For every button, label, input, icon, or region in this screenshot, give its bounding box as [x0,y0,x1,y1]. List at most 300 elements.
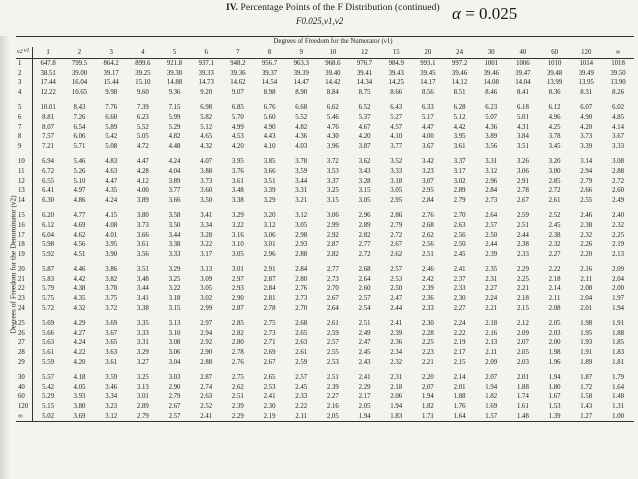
table-cell: 2.44 [390,304,403,312]
table-cell: 1.85 [612,339,624,347]
table-cell: 39.49 [578,69,594,77]
alpha-symbol: α [452,4,461,23]
table-cell: 5.37 [358,113,371,121]
table-cell: 2.79 [127,412,159,422]
table-cell: 2.65 [295,329,308,337]
table-cell: 13.99 [546,79,563,87]
table-cell: 3.28 [200,231,213,239]
table-cell: 2.27 [453,304,466,312]
table-cell: 8.43 [73,104,86,112]
table-cell: 2.89 [136,403,149,410]
table-cell: 2.93 [231,285,244,293]
table-cell: 2.18 [548,275,561,283]
table-cell: 2.91 [263,266,276,274]
table-cell: 4.96 [548,113,561,121]
table-cell: 2.00 [612,285,624,293]
table-cell: 2.84 [295,266,308,274]
table-cell: 2.94 [200,329,213,337]
table-cell: 6.52 [358,104,371,112]
table-cell: 5.15 [42,403,55,410]
table-cell: 2.76 [295,285,308,293]
table-cell: 39.33 [198,69,214,77]
table-cell: 6.98 [200,104,213,112]
table-row [16,329,634,339]
table-cell: 2.61 [548,196,561,204]
table-cell: 6.23 [136,113,149,121]
table-cell: 2.65 [263,374,276,382]
table-cell: 1.83 [380,412,412,422]
column-header: 7 [222,47,254,59]
table-cell: 3.25 [136,374,149,382]
table-cell: 948.2 [230,60,246,67]
table-cell: 8.51 [453,88,466,96]
table-cell: 2.63 [200,393,213,401]
table-row [16,78,634,88]
table-cell: 2.50 [453,241,466,249]
table-cell: 2.75 [263,320,276,328]
table-cell: 2.96 [358,212,371,220]
table-cell: 3.44 [168,231,181,239]
table-cell: 3.48 [231,187,244,195]
table-cell: 2.29 [222,412,254,422]
table-cell: 4.10 [390,133,403,141]
table-cell: 2.89 [358,221,371,229]
table-cell: 2.70 [453,212,466,220]
table-cell: 2.41 [358,374,371,382]
table-cell: 3.73 [580,133,593,141]
table-cell: 7.21 [42,142,55,150]
table-cell: 3.61 [453,142,466,150]
table-cell: 15.10 [135,79,151,87]
table-cell: 2.09 [485,358,498,366]
table-cell: 3.37 [326,177,339,185]
table-cell: 2.59 [295,358,308,366]
table-cell: 3.44 [295,177,308,185]
table-cell: 2.21 [516,285,529,293]
table-cell: 3.62 [358,158,371,166]
table-cell: 5.26 [73,167,86,175]
table-cell: 3.06 [326,212,339,220]
row-label: 21 [16,275,32,285]
table-row [16,316,634,329]
table-cell: 3.29 [263,196,276,204]
table-cell: 3.78 [548,133,561,141]
table-cell: 2.27 [485,285,498,293]
table-row [16,88,634,101]
row-label: 1 [16,59,32,69]
table-cell: 3.59 [295,167,308,175]
table-cell: 1.00 [602,412,634,422]
table-cell: 2.33 [295,393,308,401]
table-cell: 4.77 [73,212,86,220]
table-cell: 2.87 [231,304,244,312]
column-header: 3 [95,47,127,59]
table-cell: 2.89 [453,187,466,195]
table-cell: 4.72 [136,142,149,150]
table-cell: 16.04 [71,79,88,87]
table-cell: 2.20 [421,374,434,382]
table-cell: 4.35 [105,187,118,195]
table-cell: 2.33 [516,250,529,258]
table-cell: 2.22 [548,266,561,274]
table-cell: 1.94 [612,304,624,312]
table-cell: 2.51 [231,393,244,401]
corner-cell [16,47,32,59]
table-cell: 2.04 [580,295,593,303]
table-cell: 1.80 [548,383,561,391]
table-cell: 8.46 [485,88,498,96]
table-cell: 5.82 [200,113,213,121]
table-cell: 7.76 [105,104,118,112]
table-cell: 3.07 [421,177,434,185]
table-cell: 6.76 [263,104,276,112]
table-row [16,338,634,348]
column-header: 4 [127,47,159,59]
table-cell: 5.46 [73,158,86,166]
table-cell: 2.22 [295,403,308,410]
row-label: 11 [16,167,32,177]
table-cell: 2.41 [453,266,466,274]
table-cell: 2.73 [263,329,276,337]
table-cell: 3.44 [136,285,149,293]
table-cell: 8.26 [612,88,624,96]
table-cell: 2.39 [231,403,244,410]
denominator-caption: Degrees of Freedom for the Denominator (ν2) [8,195,18,334]
table-cell: 1.91 [612,320,624,328]
table-cell: 14.12 [451,79,468,87]
column-header: 120 [570,47,602,59]
table-cell: 2.85 [548,177,561,185]
table-cell: 39.36 [230,69,246,77]
table-cell: 1.97 [612,295,624,303]
table-cell: 14.04 [515,79,531,87]
table-cell: 8.56 [421,88,434,96]
table-cell: 4.32 [200,142,213,150]
row-label: 16 [16,221,32,231]
row-label: 10 [16,154,32,167]
table-cell: 14.47 [293,79,309,87]
table-cell: 4.35 [73,295,86,303]
table-cell: 3.78 [105,285,118,293]
table-cell: 14.42 [325,79,341,87]
row-label: 60 [16,392,32,402]
column-header-row [16,47,634,59]
table-cell: 4.97 [73,187,86,195]
table-cell: 3.05 [295,221,308,229]
table-cell: 4.99 [231,123,244,131]
table-cell: 4.82 [295,123,308,131]
table-cell: 2.53 [326,358,339,366]
table-cell: 3.73 [136,221,149,229]
table-cell: 2.46 [421,266,434,274]
table-row [16,284,634,294]
row-label: 24 [16,304,32,317]
table-cell: 5.99 [168,113,181,121]
table-cell: 4.14 [612,123,624,131]
table-cell: 2.04 [612,275,624,283]
table-row [16,262,634,275]
table-cell: 3.29 [168,266,181,274]
table-cell: 39.25 [135,69,151,77]
table-cell: 2.18 [516,295,529,303]
table-cell: 2.28 [421,329,434,337]
table-cell: 9.36 [168,88,181,96]
table-cell: 1.94 [349,412,381,422]
table-cell: 4.67 [358,123,371,131]
table-cell: 6.85 [231,104,244,112]
table-cell: 1.91 [580,349,593,357]
table-cell: 4.20 [358,133,371,141]
table-cell: 1.94 [548,374,561,382]
table-cell: 2.86 [390,212,403,220]
alpha-value: 0.025 [479,4,518,23]
table-cell: 3.06 [168,349,181,357]
table-cell: 4.22 [73,349,86,357]
table-cell: 5.61 [42,349,55,357]
table-cell: 5.29 [42,393,55,401]
column-header: 24 [444,47,476,59]
table-cell: 2.71 [263,339,276,347]
table-row [16,392,634,402]
table-cell: 2.67 [168,403,181,410]
table-cell: 1.98 [580,320,593,328]
table-cell: 6.12 [42,221,55,229]
table-cell: 2.61 [326,320,339,328]
table-cell: 3.89 [485,133,498,141]
table-cell: 4.36 [295,133,308,141]
table-cell: 2.85 [231,320,244,328]
table-cell: 3.67 [105,329,118,337]
table-cell: 3.69 [105,320,118,328]
table-cell: 3.03 [168,374,181,382]
table-cell: 2.24 [485,295,498,303]
table-cell: 4.03 [295,142,308,150]
table-cell: 3.89 [168,177,181,185]
table-cell: 3.66 [168,196,181,204]
table-cell: 2.59 [516,212,529,220]
table-cell: 2.99 [200,304,213,312]
table-cell: 1.53 [548,403,561,410]
table-cell: 4.12 [136,177,149,185]
table-cell: 2.01 [516,374,529,382]
table-cell: 2.20 [580,250,593,258]
table-cell: 4.69 [73,221,86,229]
table-title-text: Percentage Points of the F Distribution (continued) [240,3,440,13]
table-cell: 8.84 [326,88,339,96]
table-cell: 1.48 [507,412,539,422]
table-cell: 2.91 [516,177,529,185]
row-label: 27 [16,338,32,348]
table-cell: 937.1 [198,60,214,67]
table-cell: 5.52 [295,113,308,121]
column-header: 10 [317,47,349,59]
table-cell: 3.33 [612,142,624,150]
table-cell: 2.75 [231,374,244,382]
table-cell: 2.72 [358,250,371,258]
table-cell: 3.56 [136,250,149,258]
table-cell: 3.34 [200,221,213,229]
table-cell: 2.44 [516,231,529,239]
table-cell: 6.62 [326,104,339,112]
table-cell: 3.13 [168,320,181,328]
table-cell: 2.67 [516,196,529,204]
table-cell: 5.79 [42,285,55,293]
table-cell: 1.88 [516,383,529,391]
table-cell: 2.64 [358,275,371,283]
column-header: 12 [349,47,381,59]
row-label: 14 [16,196,32,209]
table-cell: 2.92 [200,339,213,347]
table-cell: 39.50 [610,69,626,77]
table-cell: 7.57 [42,133,55,141]
table-cell: 2.78 [263,304,276,312]
table-cell: 3.38 [136,304,149,312]
table-row [16,100,634,113]
table-cell: 2.43 [358,358,371,366]
table-cell: 3.38 [168,241,181,249]
table-cell: 3.33 [136,329,149,337]
table-cell: 997.2 [451,60,468,67]
table-cell: 3.18 [390,177,403,185]
table-cell: 3.16 [231,231,244,239]
table-cell: 5.42 [105,133,118,141]
table-cell: 5.72 [42,304,55,312]
table-cell: 4.15 [105,212,118,220]
table-cell: 5.89 [105,123,118,131]
column-header: 1 [32,47,64,59]
corner-nu2: ν2 [17,49,23,55]
table-cell: 2.32 [548,241,561,249]
table-cell: 2.13 [485,339,498,347]
table-cell: 9.60 [136,88,149,96]
table-cell: 2.15 [516,304,529,312]
table-cell: 4.56 [73,241,86,249]
row-label: 23 [16,294,32,304]
table-cell: 1.94 [421,393,434,401]
table-cell: 2.25 [516,275,529,283]
table-cell: 39.00 [71,69,88,77]
table-cell: 6.33 [421,104,434,112]
row-label: 8 [16,132,32,142]
table-cell: 39.43 [388,69,404,77]
table-cell: 3.27 [136,358,149,366]
column-header: 2 [64,47,96,59]
table-cell: 2.11 [485,349,498,357]
table-cell: 4.86 [73,196,86,204]
table-cell: 2.53 [263,383,276,391]
table-cell: 12.22 [40,88,56,96]
table-cell: 39.30 [166,69,183,77]
table-cell: 5.98 [42,241,55,249]
table-cell: 3.13 [200,266,213,274]
table-cell: 4.46 [73,266,86,274]
table-cell: 3.53 [326,167,339,175]
table-cell: 2.84 [263,285,276,293]
table-cell: 4.24 [168,158,181,166]
table-row [16,123,634,133]
table-cell: 8.31 [580,88,593,96]
table-cell: 9.98 [105,88,118,96]
table-cell: 5.70 [231,113,244,121]
table-cell: 2.68 [295,320,308,328]
table-cell: 14.73 [198,79,214,87]
table-cell: 3.33 [390,167,403,175]
column-header: 40 [507,47,539,59]
table-cell: 2.57 [159,412,191,422]
table-cell: 2.45 [548,221,561,229]
table-cell: 2.97 [200,320,213,328]
table-cell: 3.14 [580,158,593,166]
table-cell: 3.96 [326,142,339,150]
table-cell: 2.87 [200,374,213,382]
table-cell: 2.11 [548,295,561,303]
table-cell: 3.61 [231,177,244,185]
table-cell: 2.52 [548,212,561,220]
table-cell: 2.47 [358,339,371,347]
table-cell: 2.93 [295,241,308,249]
table-cell: 2.51 [516,221,529,229]
table-cell: 2.82 [231,329,244,337]
table-cell: 2.50 [390,285,403,293]
table-title [226,3,440,13]
table-cell: 4.20 [73,358,86,366]
table-cell: 2.70 [295,304,308,312]
table-cell: 5.69 [42,320,55,328]
table-cell: 3.26 [516,158,529,166]
table-cell: 2.53 [390,275,403,283]
table-cell: 14.62 [230,79,246,87]
table-cell: 3.20 [263,212,276,220]
table-cell: 2.25 [421,339,434,347]
row-label: 25 [16,316,32,329]
table-cell: 2.05 [317,412,349,422]
table-cell: 8.41 [516,88,529,96]
table-cell: 2.38 [516,241,529,249]
table-cell: 2.05 [358,403,371,410]
table-cell: 2.27 [326,393,339,401]
table-cell: 3.89 [136,196,149,204]
table-cell: 3.02 [453,177,466,185]
table-cell: 1.61 [516,403,529,410]
table-cell: 2.09 [516,329,529,337]
table-cell: 4.53 [231,133,244,141]
table-cell: 3.76 [231,167,244,175]
table-cell: 5.08 [105,142,118,150]
table-cell: 8.81 [42,113,55,121]
table-cell: 5.57 [42,374,55,382]
table-row [16,402,634,412]
table-cell: 2.08 [580,285,593,293]
table-row [16,208,634,221]
table-cell: 968.6 [325,60,341,67]
table-cell: 2.51 [326,374,339,382]
table-cell: 3.01 [136,393,149,401]
table-cell: 2.90 [200,349,213,357]
table-cell: 2.12 [516,320,529,328]
table-cell: 956.7 [261,60,278,67]
table-cell: 3.17 [453,167,466,175]
table-cell: 2.78 [516,187,529,195]
table-cell: 4.42 [73,275,86,283]
table-cell: 39.48 [546,69,563,77]
table-cell: 2.16 [580,266,593,274]
table-cell: 1.64 [444,412,476,422]
table-cell: 2.73 [326,275,339,283]
table-cell: 1.43 [580,403,593,410]
table-cell: 899.6 [135,60,151,67]
table-cell: 2.52 [200,403,213,410]
table-cell: 2.41 [390,320,403,328]
